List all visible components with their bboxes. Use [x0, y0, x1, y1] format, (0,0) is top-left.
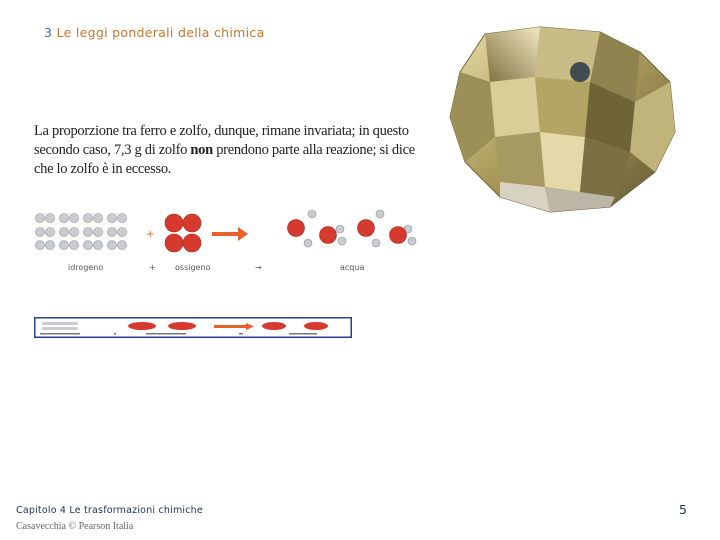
pyrite-mineral-image — [440, 22, 680, 217]
chapter-footer: Capitolo 4 Le trasformazioni chimiche — [16, 505, 203, 516]
label-arrow: → — [255, 263, 262, 272]
hydrogen-molecules — [36, 214, 127, 250]
water-molecules — [288, 210, 417, 247]
paragraph-bold-text: non — [190, 142, 213, 158]
water-formation-thumbnail — [34, 317, 352, 338]
section-title: Le leggi ponderali della chimica — [56, 25, 265, 40]
label-plus: + — [149, 263, 156, 272]
oxygen-molecules — [165, 214, 201, 252]
water-formation-diagram — [30, 205, 430, 280]
copyright-notice: Casavecchia © Pearson Italia — [16, 521, 134, 532]
paragraph-text-2: prendono parte alla reazione; si dice che lo zolfo è in eccesso. — [34, 142, 415, 177]
section-number: 3 — [44, 25, 53, 40]
reaction-arrow — [212, 227, 248, 241]
label-oxygen: ossigeno — [175, 263, 211, 272]
label-hydrogen: idrogeno — [68, 263, 104, 272]
paragraph-text-1: La proporzione tra ferro e zolfo, dunque, rimane invariata; in questo secondo caso, 7,3 g di zolfo — [34, 123, 409, 158]
slide-header — [44, 25, 265, 40]
label-water: acqua — [340, 263, 365, 272]
page-number: 5 — [679, 502, 687, 517]
plus-sign: + — [146, 229, 155, 240]
explanation-paragraph — [34, 122, 434, 179]
